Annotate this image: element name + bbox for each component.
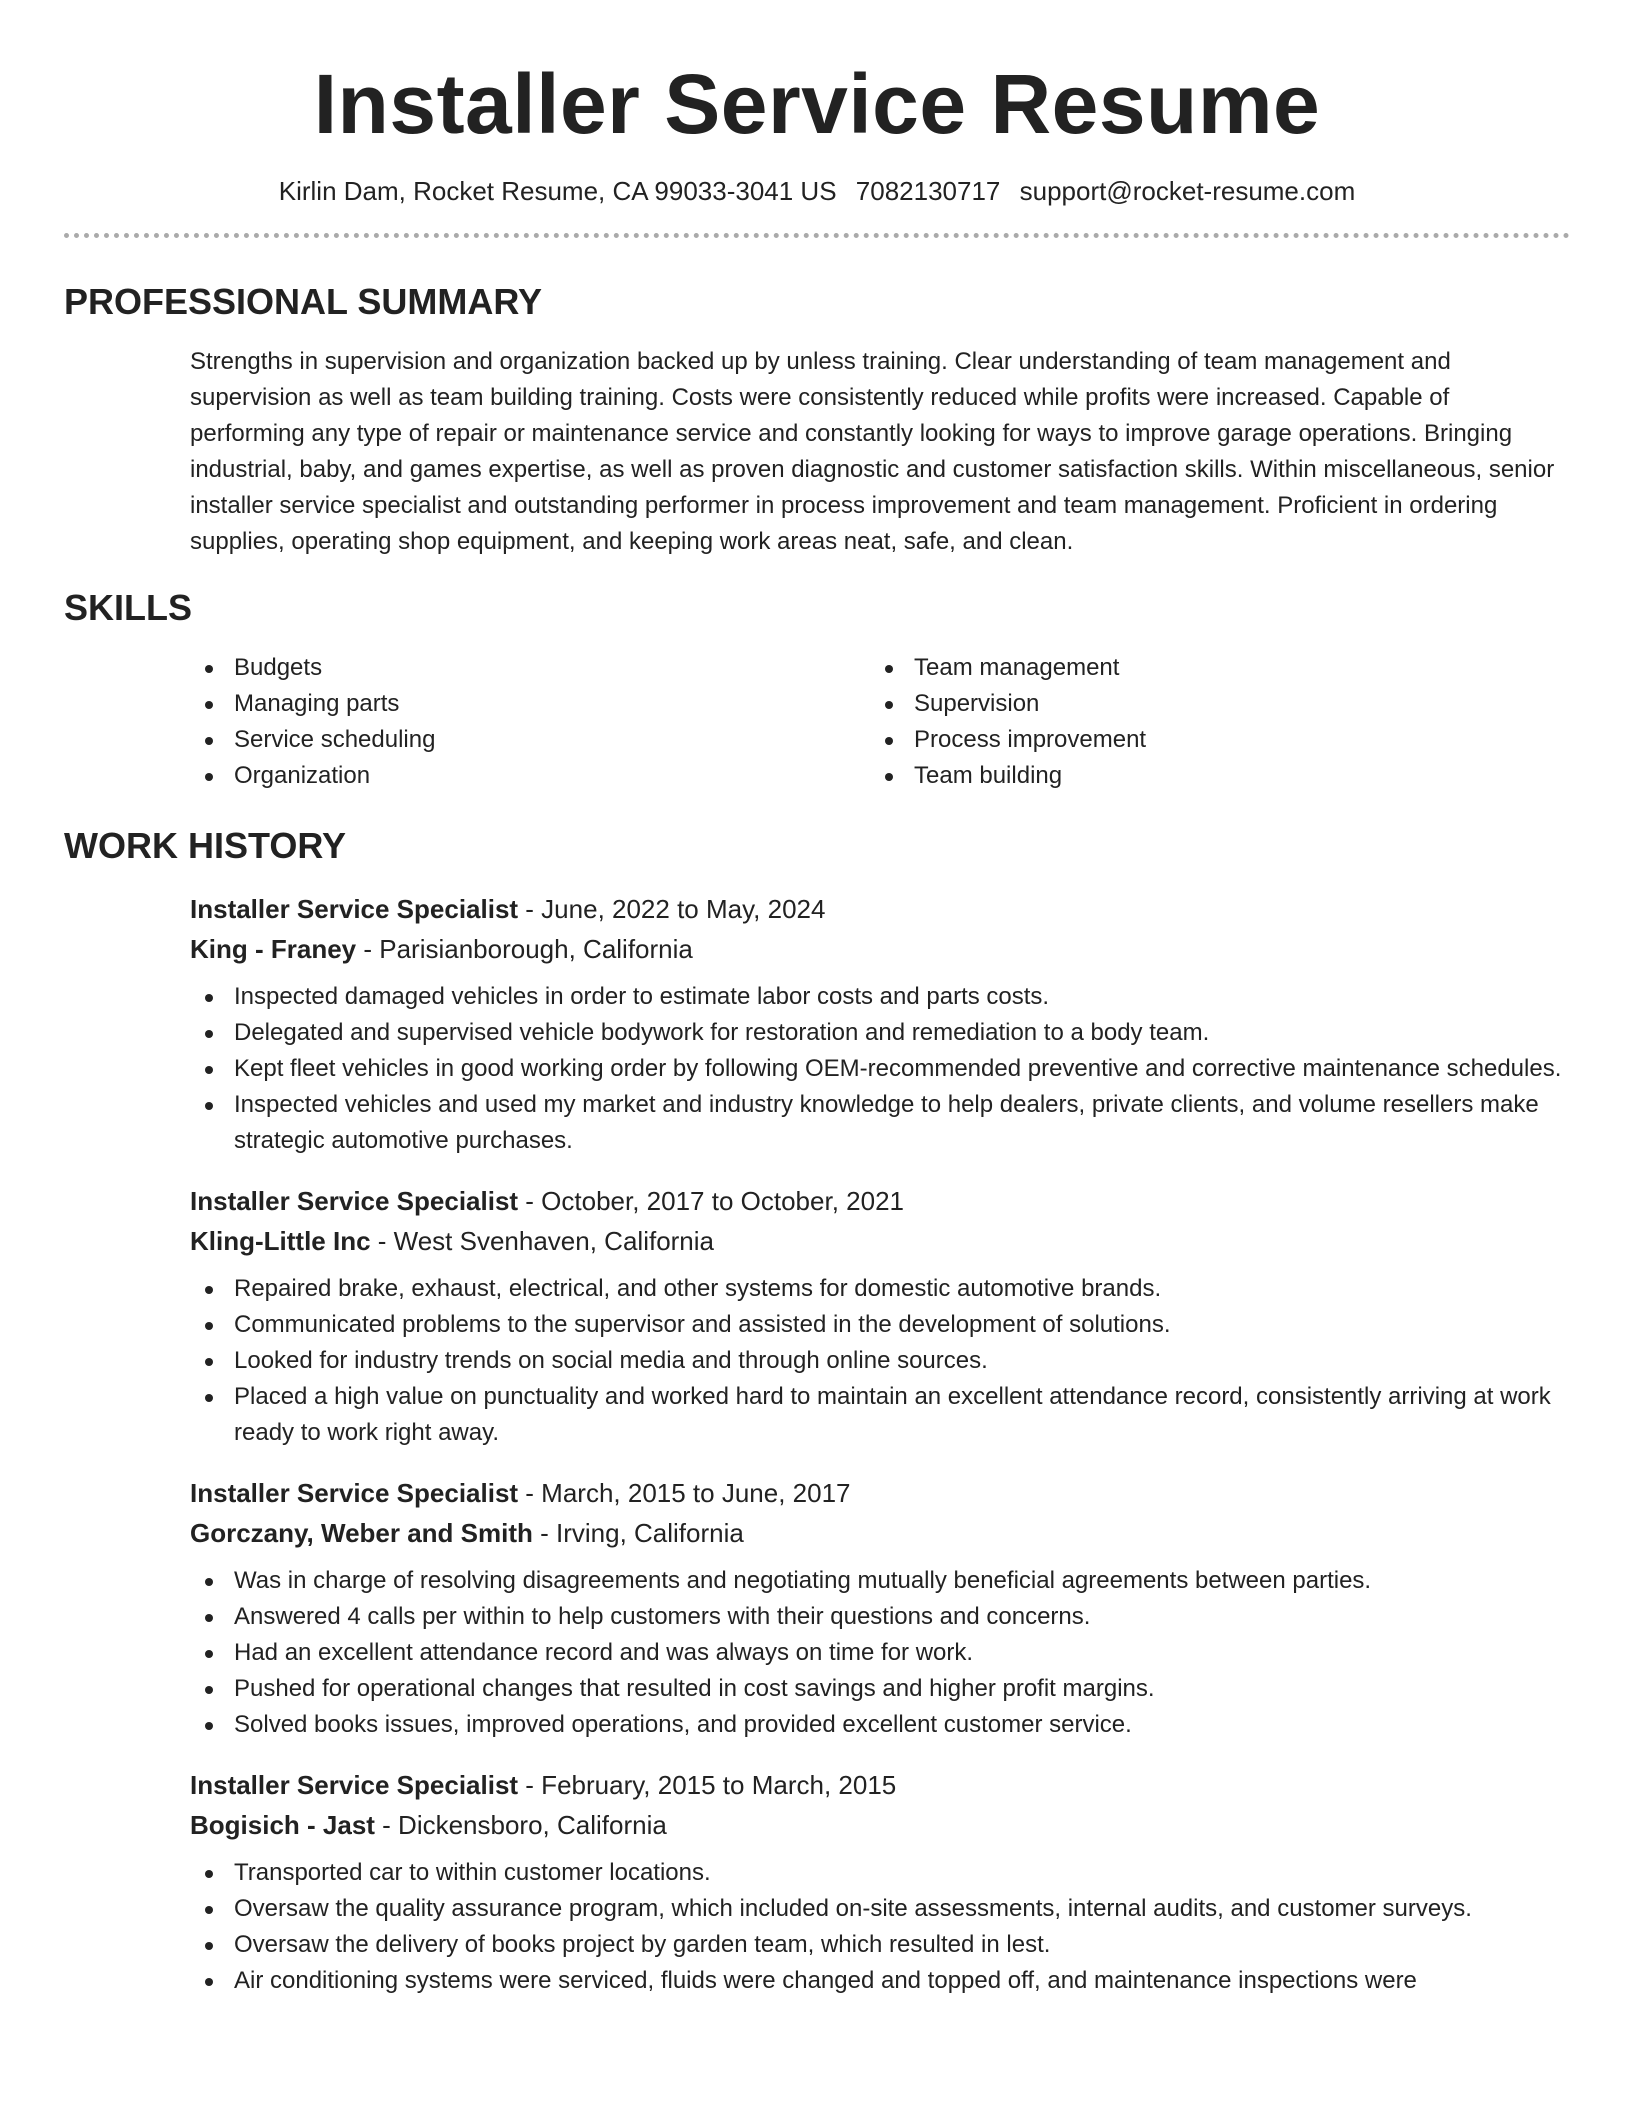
skills-column-right	[870, 650, 1550, 794]
job-location: - West Svenhaven, California	[370, 1226, 715, 1257]
job-company: King - Franey	[190, 934, 357, 965]
contact-address: Kirlin Dam, Rocket Resume, CA 99033-3041 US	[278, 176, 837, 207]
job-bullet: Delegated and supervised vehicle bodywork for restoration and remediation to a body team.	[190, 1015, 1570, 1051]
skill-item: Team building	[870, 758, 1550, 794]
job-bullet: Solved books issues, improved operations, and provided excellent customer service.	[190, 1707, 1570, 1743]
job-title: Installer Service Specialist	[190, 1186, 519, 1217]
job-bullet: Inspected damaged vehicles in order to estimate labor costs and parts costs.	[190, 979, 1570, 1015]
job-title-line	[190, 1473, 1570, 1513]
job-bullet: Looked for industry trends on social media and through online sources.	[190, 1343, 1570, 1379]
summary-heading: PROFESSIONAL SUMMARY	[64, 281, 543, 323]
job-title-line	[190, 1765, 1570, 1805]
job-entry	[190, 1765, 1570, 1999]
skill-item: Service scheduling	[190, 722, 870, 758]
skills-section	[190, 650, 1570, 794]
job-bullet: Air conditioning systems were serviced, fluids were changed and topped off, and maintenance inspections were	[190, 1963, 1570, 1999]
job-bullet: Oversaw the delivery of books project by garden team, which resulted in lest.	[190, 1927, 1570, 1963]
job-location: - Parisianborough, California	[356, 934, 693, 965]
job-company: Bogisich - Jast	[190, 1810, 375, 1841]
skills-column-left	[190, 650, 870, 794]
job-bullet: Inspected vehicles and used my market and industry knowledge to help dealers, private clients, and volume resellers make strategic automotive purchases.	[190, 1087, 1570, 1159]
job-title-line	[190, 889, 1570, 929]
summary-text: Strengths in supervision and organization backed up by unless training. Clear understanding of team management and supervision as well as team building training. Costs were consistently reduced while profits were increased. Capable of performing any type of repair or maintenance service and constantly looking for ways to improve garage operations. Bringing industrial, baby, and games expertise, as well as proven diagnostic and customer satisfaction skills. Within miscellaneous, senior installer service specialist and outstanding performer in process improvement and team management. Proficient in ordering supplies, operating shop equipment, and keeping work areas neat, safe, and clean.	[190, 347, 1555, 555]
job-dates: - March, 2015 to June, 2017	[518, 1478, 851, 1509]
job-company-line	[190, 1513, 1570, 1553]
job-title: Installer Service Specialist	[190, 894, 519, 925]
job-bullet: Placed a high value on punctuality and worked hard to maintain an excellent attendance record, consistently arriving at work ready to work right away.	[190, 1379, 1570, 1451]
summary-section	[190, 344, 1570, 560]
job-company: Gorczany, Weber and Smith	[190, 1518, 533, 1549]
job-company-line	[190, 1805, 1570, 1845]
job-bullet: Had an excellent attendance record and was always on time for work.	[190, 1635, 1570, 1671]
job-bullets	[190, 1271, 1570, 1451]
job-dates: - June, 2022 to May, 2024	[518, 894, 826, 925]
job-title: Installer Service Specialist	[190, 1478, 519, 1509]
job-bullet: Communicated problems to the supervisor and assisted in the development of solutions.	[190, 1307, 1570, 1343]
skills-heading: SKILLS	[64, 586, 193, 628]
skill-item: Supervision	[870, 686, 1550, 722]
job-company-line	[190, 929, 1570, 969]
skill-item: Budgets	[190, 650, 870, 686]
job-bullets	[190, 979, 1570, 1159]
job-entry	[190, 1181, 1570, 1451]
job-dates: - February, 2015 to March, 2015	[518, 1770, 897, 1801]
skill-item: Managing parts	[190, 686, 870, 722]
job-company-line	[190, 1221, 1570, 1261]
job-bullet: Oversaw the quality assurance program, which included on-site assessments, internal audits, and customer surveys.	[190, 1891, 1570, 1927]
job-location: - Irving, California	[532, 1518, 744, 1549]
job-bullets	[190, 1855, 1570, 1999]
header-divider	[64, 233, 1570, 238]
skill-item: Process improvement	[870, 722, 1550, 758]
job-entry	[190, 1473, 1570, 1743]
work-history-section	[190, 889, 1570, 1999]
job-dates: - October, 2017 to October, 2021	[518, 1186, 904, 1217]
job-bullet: Repaired brake, exhaust, electrical, and other systems for domestic automotive brands.	[190, 1271, 1570, 1307]
skills-grid	[190, 650, 1570, 794]
job-title: Installer Service Specialist	[190, 1770, 519, 1801]
contact-email: support@rocket-resume.com	[1019, 176, 1356, 207]
skill-item: Team management	[870, 650, 1550, 686]
job-bullet: Answered 4 calls per within to help customers with their questions and concerns.	[190, 1599, 1570, 1635]
resume-page	[64, 0, 1570, 2112]
job-bullet: Pushed for operational changes that resulted in cost savings and higher profit margins.	[190, 1671, 1570, 1707]
contact-phone: 7082130717	[855, 176, 1001, 207]
job-bullet: Transported car to within customer locations.	[190, 1855, 1570, 1891]
job-title-line	[190, 1181, 1570, 1221]
job-entry	[190, 889, 1570, 1159]
job-location: - Dickensboro, California	[374, 1810, 667, 1841]
job-bullet: Kept fleet vehicles in good working order by following OEM-recommended preventive and corrective maintenance schedules.	[190, 1051, 1570, 1087]
work-history-heading: WORK HISTORY	[64, 824, 347, 866]
job-bullet: Was in charge of resolving disagreements and negotiating mutually beneficial agreements between parties.	[190, 1563, 1570, 1599]
job-bullets	[190, 1563, 1570, 1743]
contact-line	[64, 176, 1570, 207]
job-company: Kling-Little Inc	[190, 1226, 371, 1257]
resume-title: Installer Service Resume	[313, 57, 1321, 151]
skill-item: Organization	[190, 758, 870, 794]
